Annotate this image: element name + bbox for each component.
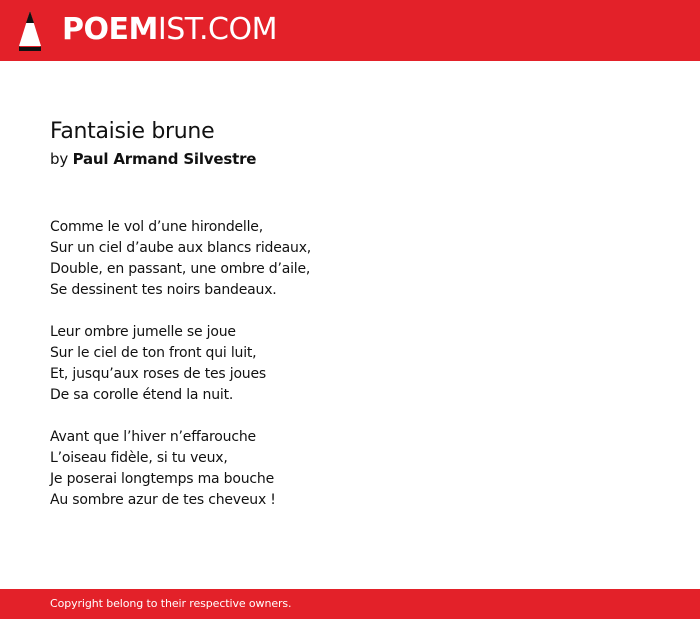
stanza [50,427,670,511]
site-footer [0,589,700,619]
logo-light-text: IST.COM [157,12,277,47]
poem-line: Je poserai longtemps ma bouche [50,471,274,487]
stanza [50,322,670,406]
poem-line: Sur le ciel de ton front qui luit, [50,345,257,361]
poem-line: Leur ombre jumelle se joue [50,324,236,340]
poem-line: Double, en passant, une ombre d’aile, [50,261,311,277]
poem-line: Sur un ciel d’aube aux blancs rideaux, [50,240,312,256]
poem-line: Au sombre azur de tes cheveux ! [50,492,276,508]
poem-author[interactable]: Paul Armand Silvestre [72,150,257,168]
poem-body [50,217,670,511]
poem-line: Avant que l’hiver n’effarouche [50,429,256,445]
poem-content [50,117,670,532]
poem-line: Comme le vol d’une hirondelle, [50,219,263,235]
site-logo[interactable] [62,12,277,48]
pencil-icon[interactable] [18,10,42,51]
stanza [50,217,670,301]
poem-byline [50,148,670,170]
poem-title: Fantaisie brune [50,119,215,144]
site-header [0,0,700,61]
poem-line: Se dessinent tes noirs bandeaux. [50,282,277,298]
poem-line: De sa corolle étend la nuit. [50,387,234,403]
poem-line: Et, jusqu’aux roses de tes joues [50,366,266,382]
by-label: by [50,150,68,168]
logo-bold-text: POEM [62,12,158,47]
poem-line: L’oiseau fidèle, si tu veux, [50,450,228,466]
copyright-text: Copyright belong to their respective owners. [50,597,292,610]
